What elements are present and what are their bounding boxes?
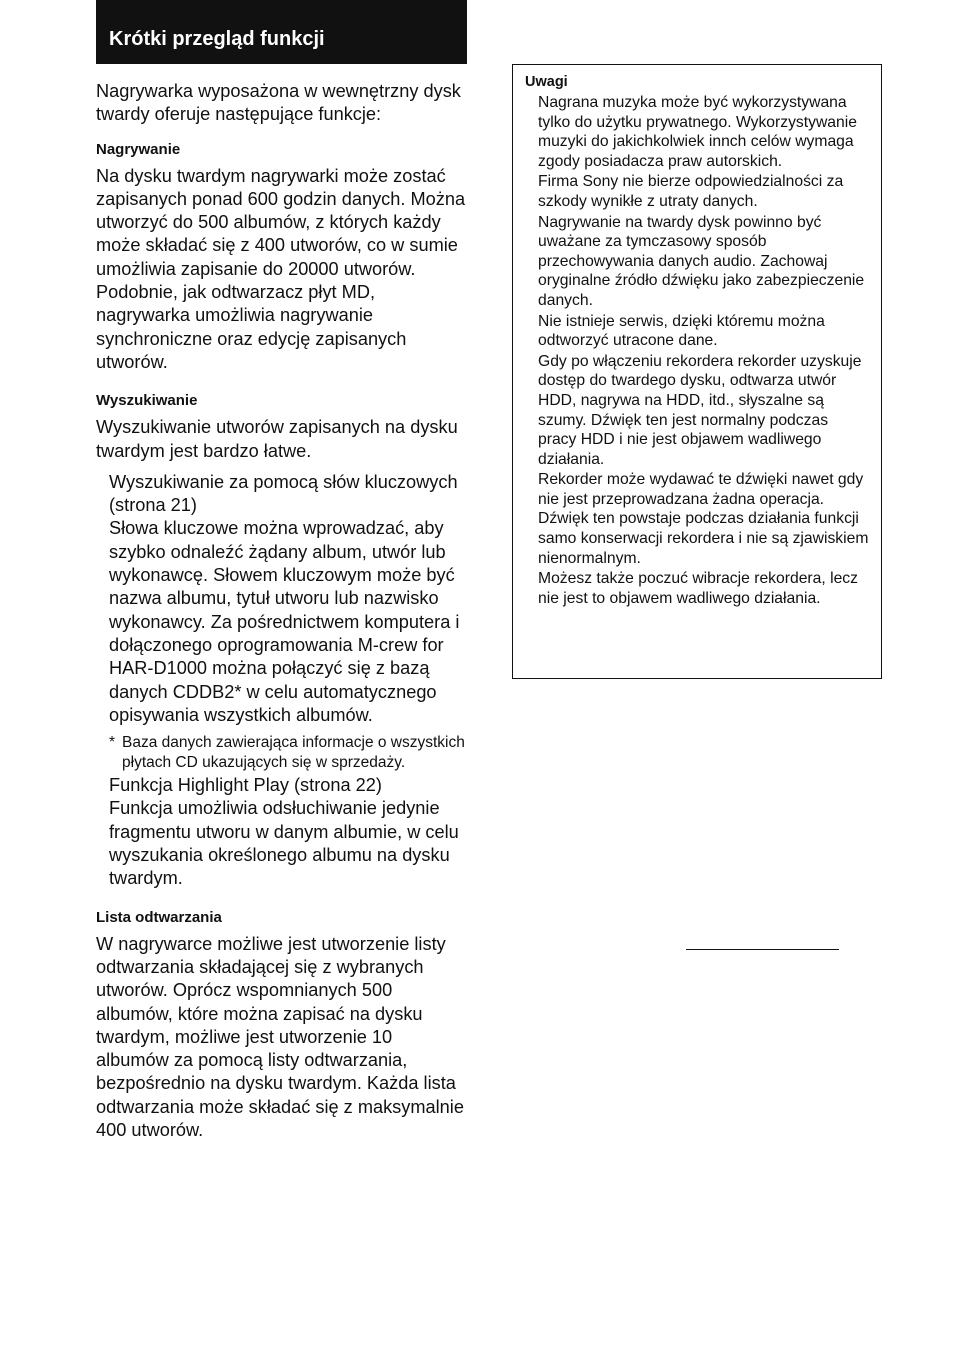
playlist-paragraph: W nagrywarce możliwe jest utworzenie listy odtwarzania składającej się z wybranych utworów. Oprócz wspomnianych 500 albumów, które można zapisać na dysku twardym, możliwe jest utworzenie 10 albumów za pomocą listy odtwarzania, bezpośrednio na dysku twardym. Każda lista odtwarzania może składać się z maksymalnie 400 utworów.	[96, 933, 464, 1140]
intro-paragraph: Nagrywarka wyposażona w wewnętrzny dysk twardy oferuje następujące funkcje:	[96, 81, 461, 125]
note-item: Możesz także poczuć wibracje rekordera, lecz nie jest to objawem wadliwego działania.	[538, 570, 858, 607]
keyword-search-title: Wyszukiwanie za pomocą słów kluczowych (strona 21)	[109, 471, 458, 516]
note-item: Nie istnieje serwis, dzięki któremu można odtworzyć utracone dane.	[538, 312, 825, 350]
main-column	[96, 80, 468, 1142]
footnote	[109, 733, 468, 772]
footnote-text: Baza danych zawierająca informacje o wszystkich płytach CD ukazujących się w sprzedaży.	[122, 734, 465, 771]
recording-paragraph: Na dysku twardym nagrywarki może zostać zapisanych ponad 600 godzin danych. Można utworzyć do 500 albumów, z których każdy może składać się z 400 utworów, co w sumie umożliwia zapisanie do 20000 utworów. Podobnie, jak odtwarzacz płyt MD, nagrywarka umożliwia nagrywanie synchroniczne oraz edycję zapisanych utworów.	[96, 165, 466, 372]
note-item: Rekorder może wydawać te dźwięki nawet gdy nie jest przeprowadzana żadna operacja. Dźwięk ten powstaje podczas działania funkcji samo konserwacji rekordera i nie są zjawiskiem nienormalnym.	[538, 471, 869, 567]
search-heading: Wyszukiwanie	[96, 392, 198, 410]
section-title: Krótki przegląd funkcji	[109, 28, 325, 50]
footnote-mark: *	[109, 734, 116, 752]
note-item: Gdy po włączeniu rekordera rekorder uzyskuje dostęp do twardego dysku, odtwarza utwór HDD, nagrywa na HDD, itd., słyszalne są szumy. Dźwięk ten jest normalny podczas pracy HDD i nie jest objawem wadliwego działania.	[538, 352, 862, 468]
note-item: Nagrywanie na twardy dysk powinno być uważane za tymczasowy sposób przechowywania danych audio. Zachowaj oryginalne źródło dźwięku jako zabezpieczenie danych.	[538, 213, 865, 309]
divider-line	[686, 949, 839, 950]
highlight-play-title: Funkcja Highlight Play (strona 22)	[109, 775, 382, 796]
notes-box	[512, 64, 882, 679]
note-item: Nagrana muzyka może być wykorzystywana tylko do użytku prywatnego. Wykorzystywanie muzyki do jakichkolwiek innch celów wymaga zgody posiadacza praw autorskich.	[538, 94, 857, 170]
recording-heading: Nagrywanie	[96, 140, 181, 158]
section-title-bar	[96, 0, 467, 64]
search-paragraph: Wyszukiwanie utworów zapisanych na dysku twardym jest bardzo łatwe.	[96, 417, 458, 461]
highlight-play-text: Funkcja umożliwia odsłuchiwanie jedynie fragmentu utworu w danym albumie, w celu wyszukania określonego albumu na dysku twardym.	[109, 798, 459, 889]
notes-title: Uwagi	[525, 74, 568, 90]
note-item: Firma Sony nie bierze odpowiedzialności za szkody wynikłe z utraty danych.	[538, 173, 844, 210]
keyword-search-text: Słowa kluczowe można wprowadzać, aby szybko odnaleźć żądany album, utwór lub wykonawcę. Słowem kluczowym może być nazwa albumu, tytuł utworu lub nazwisko wykonawcy. Za pośrednictwem komputera i dołączonego oprogramowania M-crew for HAR-D1000 można połączyć się z bazą danych CDDB2* w celu automatycznego opisywania wszystkich albumów.	[109, 518, 460, 725]
playlist-heading: Lista odtwarzania	[96, 908, 222, 926]
